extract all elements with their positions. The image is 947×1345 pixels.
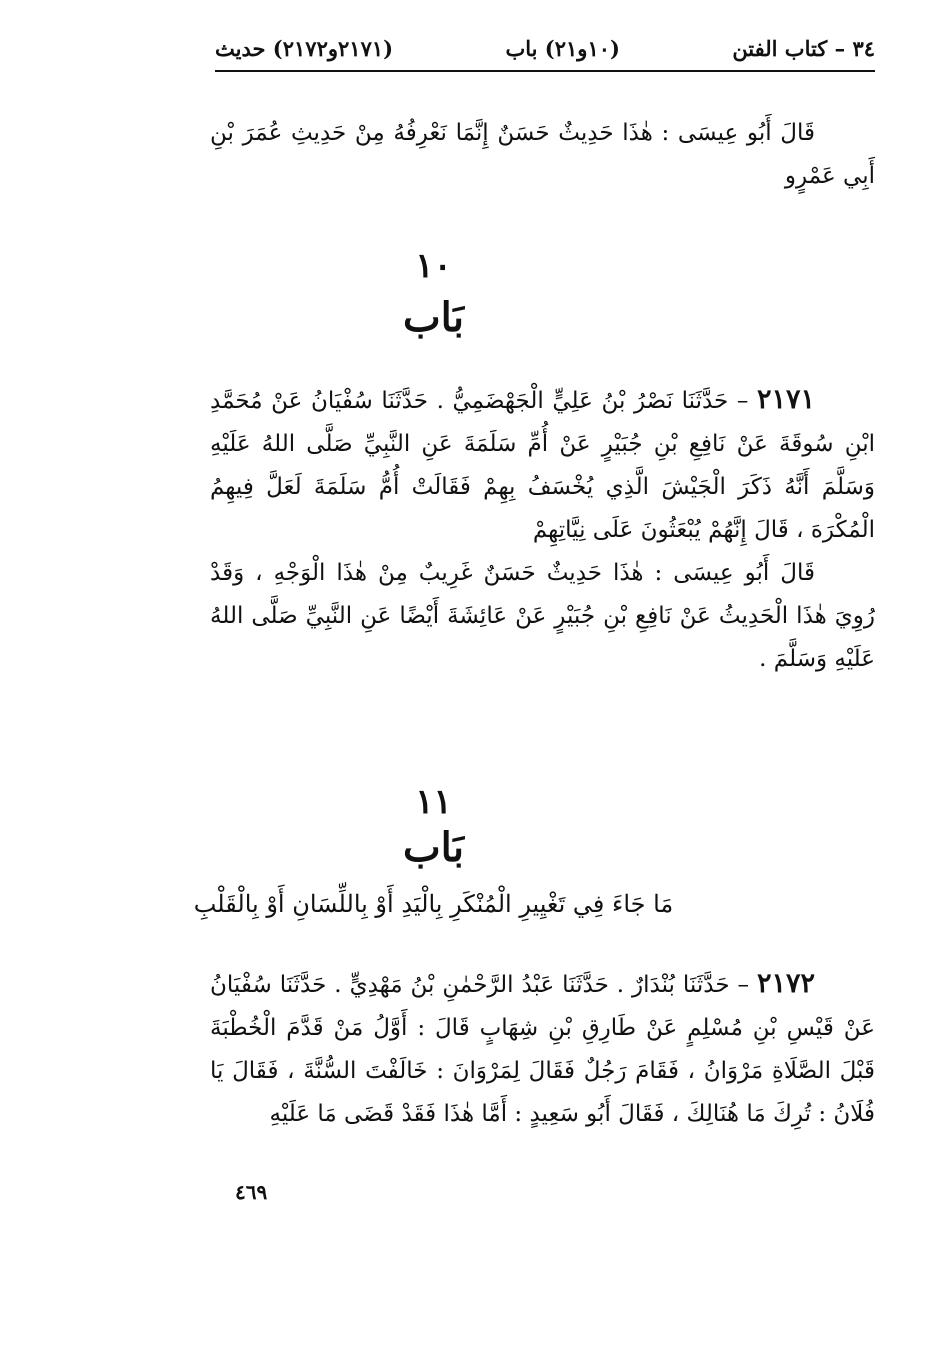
header-book-title: ٣٤ – كتاب الفتن: [732, 35, 875, 61]
top-paragraph: [210, 112, 875, 198]
hadith-2172-paragraph: [210, 962, 875, 1136]
hadith-2171: [210, 378, 875, 681]
page-number: ٤٦٩: [235, 1180, 268, 1204]
chapter-10-title: بَاب: [403, 294, 464, 341]
hadith-2171-number: ٢١٧١: [756, 384, 815, 415]
header-rule: [215, 70, 875, 72]
hadith-2171-text: – حَدَّثَنَا نَصْرُ بْنُ عَلِيٍّ الْجَهْضَمِيُّ . حَدَّثَنَا سُفْيَانُ عَنْ مُحَمَّدِ ابْنِ سُوقَةَ عَنْ نَافِعِ بْنِ جُبَيْرٍ عَنْ أُمِّ سَلَمَةَ عَنِ النَّبِيِّ صَلَّى اللهُ عَلَيْهِ وَسَلَّمَ أَنَّهُ ذَكَرَ الْجَيْشَ الَّذِي يُخْسَفُ بِهِمْ فَقَالَتْ أُمُّ سَلَمَةَ لَعَلَّ فِيهِمُ الْمُكْرَهَ ، قَالَ إِنَّهُمْ يُبْعَثُونَ عَلَى نِيَّاتِهِمْ: [210, 388, 875, 543]
header-chapter-ref: (١٠و٢١) باب: [505, 35, 620, 61]
hadith-2172: [210, 962, 875, 1136]
hadith-2172-text: – حَدَّثَنَا بُنْدَارٌ . حَدَّثَنَا عَبْدُ الرَّحْمٰنِ بْنُ مَهْدِيٍّ . حَدَّثَنَا سُفْيَانُ عَنْ قَيْسِ بْنِ مُسْلِمٍ عَنْ طَارِقِ بْنِ شِهَابٍ قَالَ : أَوَّلُ مَنْ قَدَّمَ الْخُطْبَةَ قَبْلَ الصَّلَاةِ مَرْوَانُ ، فَقَامَ رَجُلٌ فَقَالَ لِمَرْوَانَ : خَالَفْتَ السُّنَّةَ ، فَقَالَ يَا فُلَانُ : تُرِكَ مَا هُنَالِكَ ، فَقَالَ أَبُو سَعِيدٍ : أَمَّا هٰذَا فَقَدْ قَضَى مَا عَلَيْهِ: [210, 972, 875, 1127]
chapter-11-title: بَاب: [403, 824, 464, 871]
chapter-10-number: ١٠: [415, 246, 452, 286]
chapter-11-subtitle: مَا جَاءَ فِي تَغْيِيرِ الْمُنْكَرِ بِالْيَدِ أَوْ بِاللِّسَانِ أَوْ بِالْقَلْبِ: [193, 890, 674, 918]
top-paragraph-text: قَالَ أَبُو عِيسَى : هٰذَا حَدِيثٌ حَسَنٌ إِنَّمَا نَعْرِفُهُ مِنْ حَدِيثِ عُمَرَ بْنِ أَبِي عَمْرٍو: [210, 120, 875, 189]
running-header: [215, 30, 875, 66]
header-hadith-ref: (٢١٧١و٢١٧٢) حديث: [215, 35, 394, 61]
hadith-2171-paragraph: [210, 378, 875, 552]
hadith-2172-number: ٢١٧٢: [756, 968, 815, 999]
hadith-2171-comment: قَالَ أَبُو عِيسَى : هٰذَا حَدِيثٌ حَسَنٌ غَرِيبٌ مِنْ هٰذَا الْوَجْهِ ، وَقَدْ رُوِيَ هٰذَا الْحَدِيثُ عَنْ نَافِعِ بْنِ جُبَيْرٍ عَنْ عَائِشَةَ أَيْضًا عَنِ النَّبِيِّ صَلَّى اللهُ عَلَيْهِ وَسَلَّمَ .: [210, 560, 875, 672]
chapter-11-number: ١١: [415, 782, 452, 822]
